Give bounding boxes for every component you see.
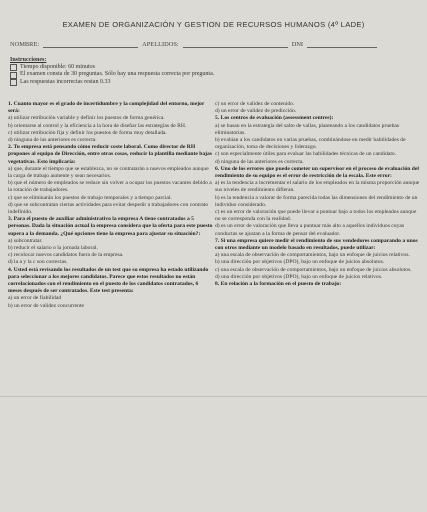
answer-option[interactable]: d) un error de validez de predicción.: [215, 108, 297, 115]
answer-option[interactable]: b) evalúan a los candidatos en varias pruebas, combinándose en medir habilidades de organización, toma de decisiones y liderazgo.: [215, 137, 406, 151]
instructions-heading: Instrucciones:: [10, 57, 47, 63]
instruction-text: Tiempo disponible: 60 minutos: [20, 64, 95, 71]
question-text: 2. Tu empresa está pensando cómo reducir coste laboral. Como director de RH propones al equipo de Dirección, entre otras cosas, reducir la plantilla mediante bajas vegetativas. Esto implicaría:: [8, 144, 212, 165]
answer-option[interactable]: a) subcontratar.: [8, 237, 43, 244]
answer-option[interactable]: b) que el número de empleados se reduce sin volver a ocupar los puestos vacantes debido a la rotación de trabajadores.: [8, 180, 212, 194]
answer-option[interactable]: c) que se eliminarán los puestos de trabajo temporales y a tiempo parcial.: [8, 194, 172, 201]
instruction-item: [10, 64, 310, 71]
answer-option[interactable]: a) un error de fiabilidad: [8, 295, 62, 302]
paper-fold: [0, 396, 427, 397]
right-column: [215, 101, 422, 288]
answer-option[interactable]: c) una escala de observación de comportamientos, bajo un enfoque de juicios absolutos.: [215, 266, 412, 273]
question-text: 8. En relación a la formación en el puesto de trabajo:: [215, 281, 342, 288]
question-text: 7. Si una empresa quiere medir el rendimiento de sus vendedores comparando a unos con otros mediante un modelo basado en resultados, puede utilizar:: [215, 237, 418, 252]
answer-option[interactable]: c) un error de validez de contenido.: [215, 101, 295, 107]
checkbox-icon: [10, 64, 17, 71]
instruction-text: El examen consta de 30 preguntas. Sólo hay una respuesta correcta por pregunta.: [20, 71, 215, 78]
name-field[interactable]: [43, 41, 138, 48]
question-text: 3. Para el puesto de auxiliar administrativo la empresa A tiene contratados a 5 personas. Dada la situación actual la empresa considera que la oferta para este puesto supera a la demanda. ¿Qué opciones tiene la empresa para ajustar su situación?:: [8, 216, 213, 237]
instruction-item: [10, 71, 310, 78]
page-title: EXAMEN DE ORGANIZACIÓN Y GESTION DE RECURSOS HUMANOS (4º LADE): [62, 20, 365, 29]
question-text: 6. Uno de los errores que puede cometer un supervisor en el proceso de evaluación del rendimiento de su equipo es el error de restricción de la escala. Este error:: [215, 165, 419, 180]
dni-field[interactable]: [307, 41, 377, 48]
instruction-item: [10, 79, 310, 86]
student-info-line: [10, 41, 419, 48]
answer-option[interactable]: d) que se subcontratan ciertas actividades para evitar despedir a trabajadores con contrato indefinido.: [8, 201, 209, 216]
instruction-text: Las respuestas incorrectas restan 0.33: [20, 78, 111, 85]
answer-option[interactable]: d) ninguna de las anteriores es correcta.: [8, 137, 97, 144]
answer-option[interactable]: a) utilizar retribución variable y definir los puestos de forma genérica.: [8, 115, 165, 122]
answer-option[interactable]: c) es un error de valoración que puede llevar a puntuar bajo a todos los empleados aunque no se corresponda con la realidad.: [215, 209, 417, 223]
answer-option[interactable]: c) utilizar retribución fija y definir los puestos de forma muy detallada.: [8, 129, 167, 136]
instructions: [10, 57, 310, 86]
answer-option[interactable]: a) es la tendencia a incrementar el salario de los empleados en la misma proporción aunque sus niveles de rendimiento difieran.: [215, 180, 420, 194]
answer-option[interactable]: a) una escala de observación de comportamientos, bajo un enfoque de juicios relativos.: [215, 252, 410, 259]
answer-option[interactable]: c) recolocar nuevos candidatos fuera de la empresa.: [8, 252, 124, 259]
name-label: NOMBRE:: [10, 41, 40, 48]
surname-field[interactable]: [183, 41, 288, 48]
checkbox-icon: [10, 79, 17, 86]
dni-label: DNI: [291, 41, 304, 48]
answer-option[interactable]: a) que, durante el tiempo que se establezca, no se contratarán a nuevos empleados aunque la carga de trabajo aumente y sean necesarios.: [8, 165, 209, 180]
answer-option[interactable]: b) reducir el salario o la jornada laboral.: [8, 245, 98, 252]
answer-option[interactable]: b) un error de validez concurrente: [8, 302, 84, 309]
question-text: 4. Usted está revisando los resultados de un test que su empresa ha estado utilizando para seleccionar a los mejores candidatos. Parece que estos resultados no están correlacionados con el rendimiento en el puesto de los candidatos contratados, 6 meses después de ser contratados. Este test presenta:: [8, 266, 209, 295]
answer-option[interactable]: a) se basan en la estrategia del salto de vallas, planteando a los candidatos pruebas eliminatorias.: [215, 122, 400, 136]
answer-option[interactable]: b) orientarse al control y la eficiencia a la hora de diseñar las estrategias de RH.: [8, 122, 187, 129]
answer-option[interactable]: d) la a y la c son correctas.: [8, 259, 68, 266]
answer-option[interactable]: b) una dirección por objetivos (DPO), bajo un enfoque de juicios absolutos.: [215, 259, 385, 266]
answer-option[interactable]: d) ninguna de las anteriores es correcta.: [215, 158, 304, 165]
question-text: 5. Los centros de evaluación (assessment centres):: [215, 115, 334, 122]
checkbox-icon: [10, 72, 17, 79]
question-text: 1. Cuanto mayor es el grado de incertidumbre y la complejidad del entorno, mejor será:: [8, 101, 205, 115]
answer-option[interactable]: c) son especialmente útiles para evaluar las habilidades técnicas de un candidato.: [215, 151, 397, 158]
left-column: [8, 101, 213, 310]
answer-option[interactable]: d) una dirección por objetivos (DPO), bajo un enfoque de juicios relativos.: [215, 273, 383, 280]
answer-option[interactable]: b) es la tendencia a valorar de forma parecida todas las dimensiones del rendimiento de un individuo considerado.: [215, 194, 418, 208]
answer-option[interactable]: d) es un error de valoración que lleva a puntuar más alto a aquellos individuos cuyas conductas se ajustan a la forma de pensar del evaluador.: [215, 223, 405, 237]
surname-label: APELLIDOS:: [142, 41, 179, 48]
